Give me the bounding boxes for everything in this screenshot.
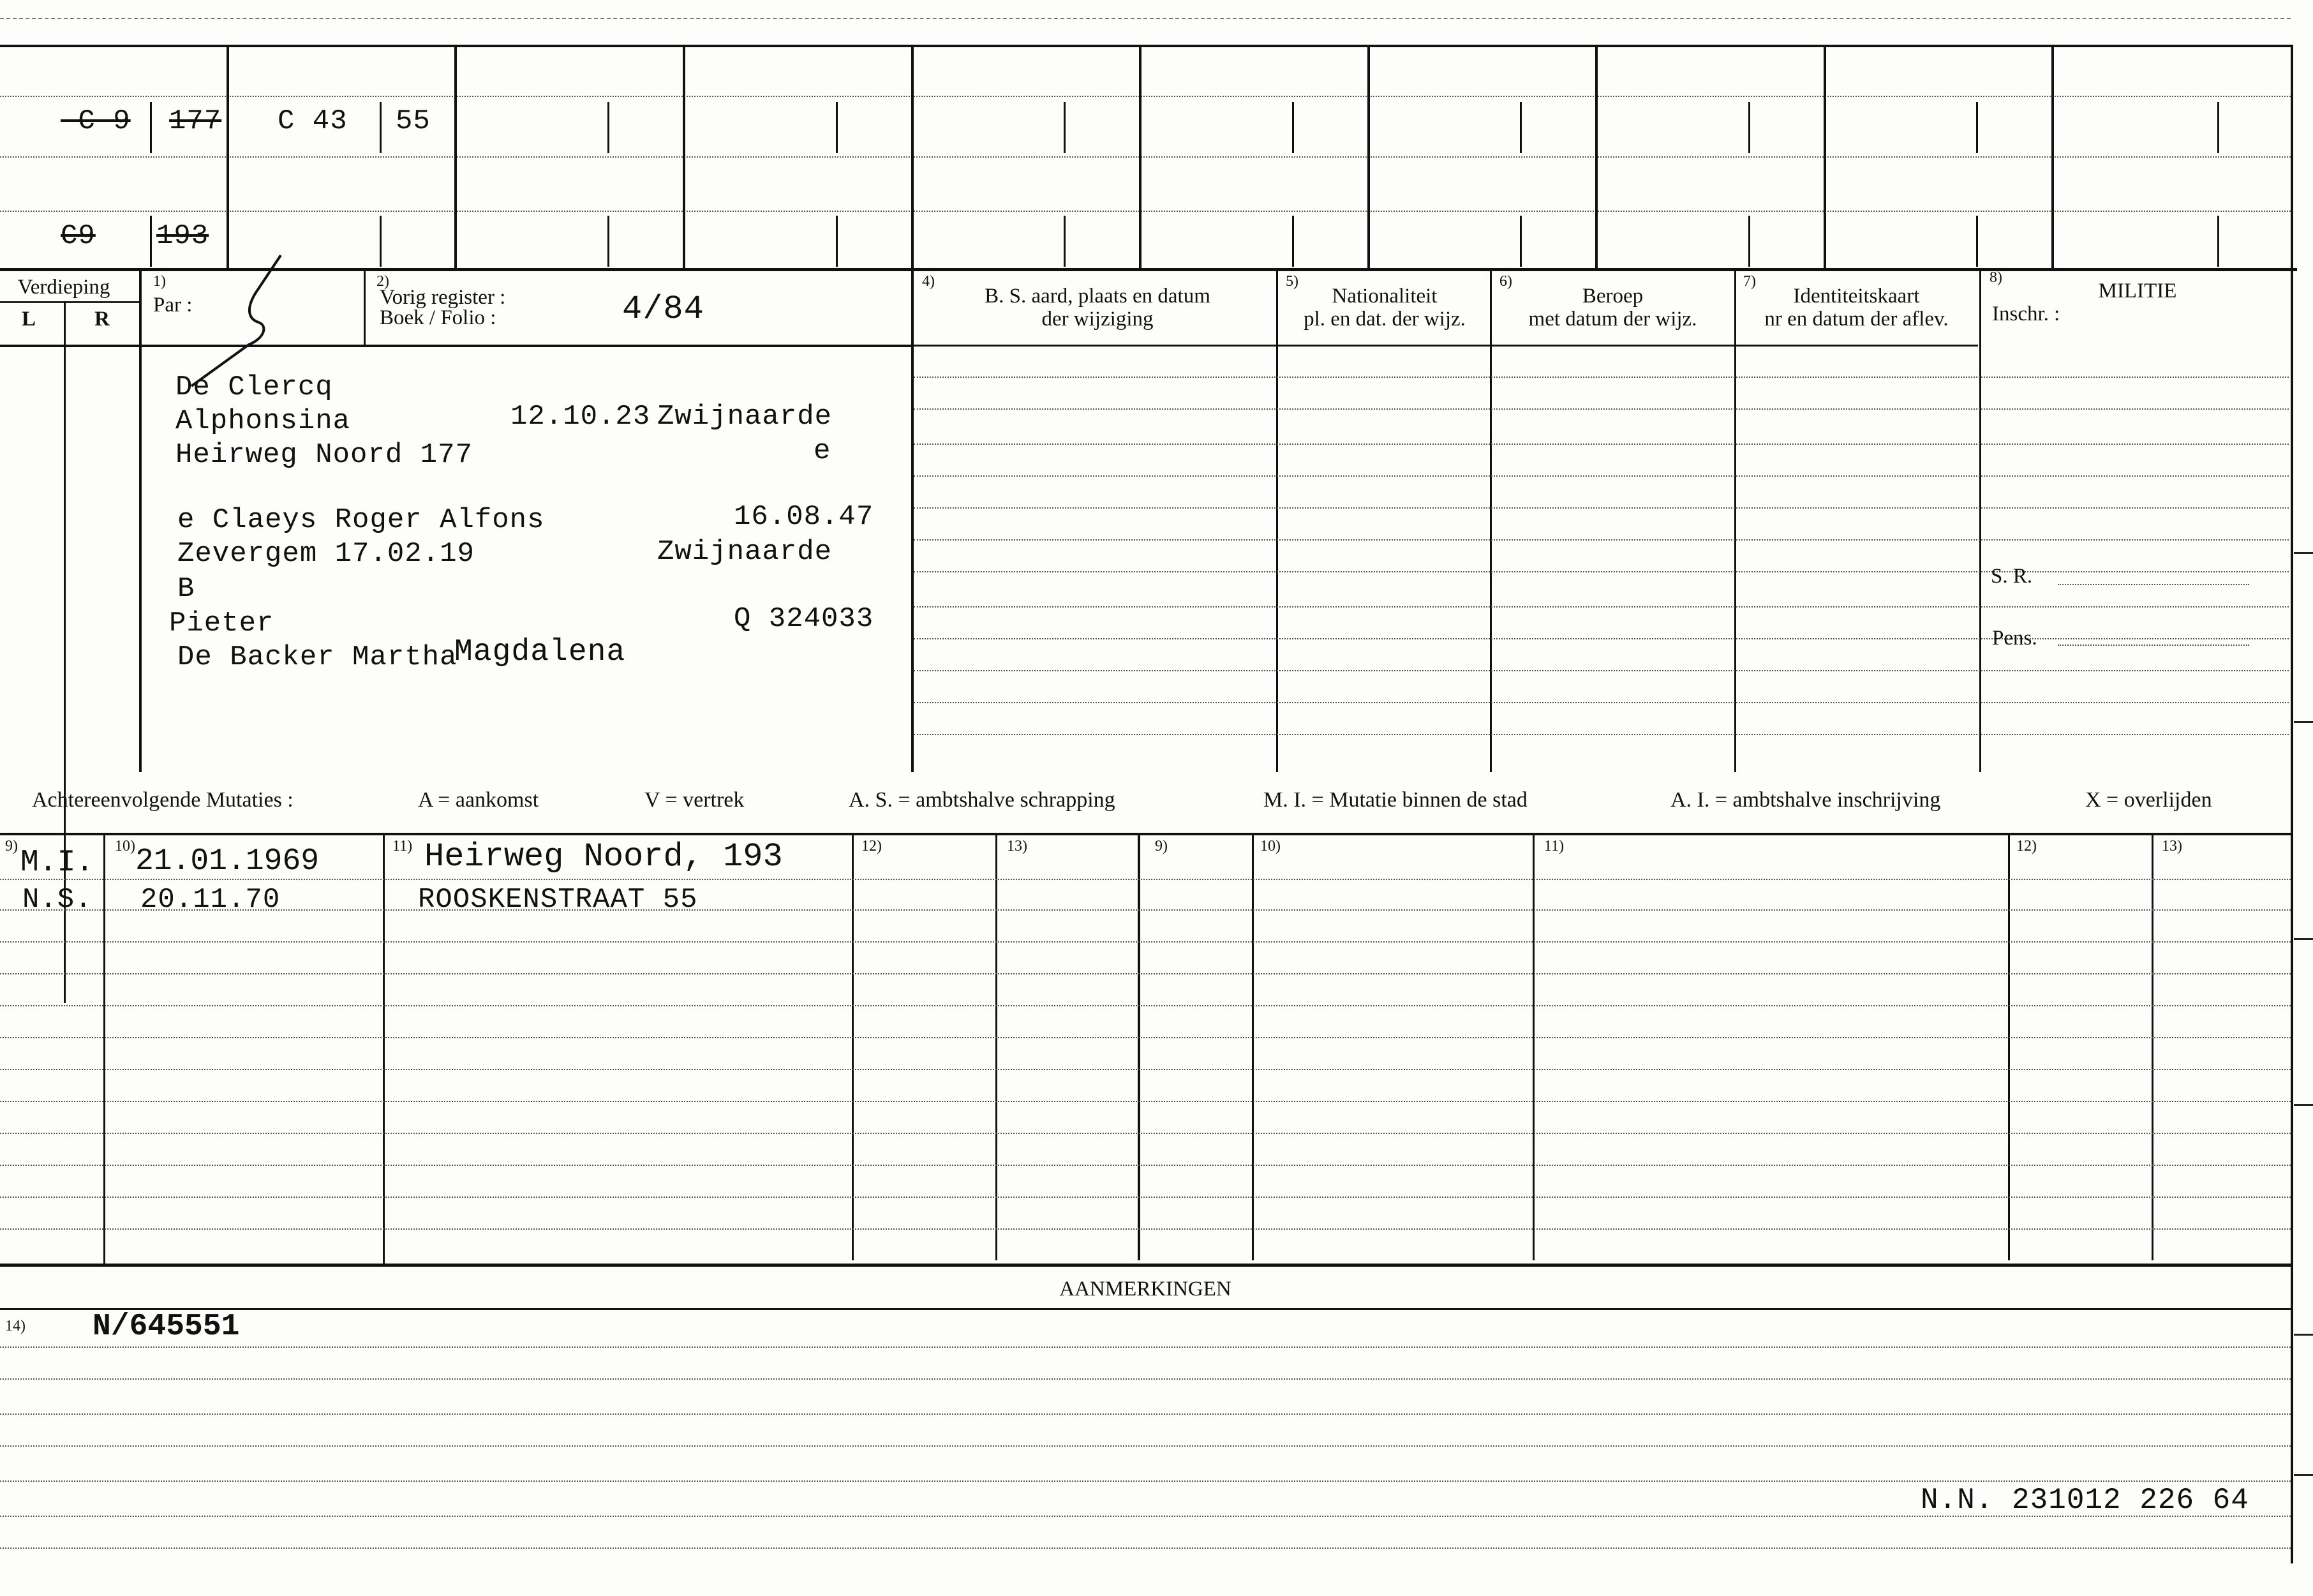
legend-x: X = overlijden	[2085, 788, 2212, 812]
code-row2-b: 193	[156, 220, 209, 252]
id-label-2: nr en datum der aflev.	[1764, 308, 1949, 331]
remarks-value: N/645551	[93, 1309, 240, 1344]
par-num: 1)	[153, 273, 166, 290]
sr-label: S. R.	[1991, 565, 2033, 588]
person-birthplace: Zwijnaarde	[657, 401, 833, 433]
legend-as: A. S. = ambtshalve schrapping	[849, 788, 1115, 812]
marriage-date: 16.08.47	[734, 501, 874, 533]
bs-label-1: B. S. aard, plaats en datum	[985, 285, 1210, 308]
vorig-label: Vorig register :	[380, 286, 506, 309]
beroep-num: 6)	[1499, 273, 1512, 290]
legend-title: Achtereenvolgende Mutaties :	[32, 788, 294, 812]
col-num-11b: 11)	[1544, 838, 1565, 854]
person-address: Heirweg Noord 177	[175, 439, 473, 471]
id-code: Q 324033	[734, 603, 874, 635]
nat-label-1: Nationaliteit	[1332, 285, 1438, 308]
pens-label: Pens.	[1992, 627, 2037, 650]
col-num-9b: 9)	[1155, 838, 1168, 854]
mutation-row-2-address: ROOSKENSTRAAT 55	[418, 884, 698, 916]
boek-value: 4/84	[622, 290, 704, 328]
remarks-section	[0, 1264, 2297, 1596]
mutations-table	[0, 833, 2297, 1267]
bs-num: 4)	[922, 273, 935, 290]
boek-label: Boek / Folio :	[380, 306, 496, 329]
nat-num: 5)	[1286, 273, 1298, 290]
mutation-legend	[0, 772, 2297, 836]
beroep-label-1: Beroep	[1582, 285, 1644, 308]
spouse-birth: Zevergem 17.02.19	[177, 538, 475, 570]
code-row1-a: -C 9	[61, 105, 131, 137]
header-row	[0, 268, 2313, 345]
col-num-13: 13)	[1007, 838, 1027, 854]
person-birthdate: 12.10.23	[510, 401, 651, 433]
top-code-grid	[0, 0, 2313, 274]
mother-name: De Backer Martha	[177, 641, 457, 673]
bs-label-2: der wijziging	[1041, 308, 1154, 331]
spouse-name: e Claeys Roger Alfons	[177, 504, 545, 536]
par-label: Par :	[153, 294, 193, 317]
col-r-label: R	[94, 308, 110, 331]
mutation-row-1-address: Heirweg Noord, 193	[424, 838, 783, 876]
mother-name-extra: Magdalena	[454, 635, 626, 669]
col-num-12b: 12)	[2016, 838, 2037, 854]
code-row2-a: C9	[61, 220, 96, 252]
legend-ai: A. I. = ambtshalve inschrijving	[1670, 788, 1941, 812]
legend-v: V = vertrek	[644, 788, 745, 812]
col-num-12: 12)	[861, 838, 882, 854]
national-number: N.N. 231012 226 64	[1921, 1484, 2249, 1517]
col-l-label: L	[21, 308, 36, 331]
code-row1-d: 55	[396, 105, 431, 137]
mil-label: MILITIE	[2098, 280, 2177, 302]
person-block	[0, 345, 2297, 772]
inschr-label: Inschr. :	[1992, 302, 2060, 325]
person-surname: De Clercq	[175, 371, 333, 403]
col-num-11: 11)	[392, 838, 413, 854]
code-row1-c: C 43	[278, 105, 348, 137]
col-num-13b: 13)	[2162, 838, 2182, 854]
code-row1-b: 177	[169, 105, 222, 137]
remarks-title: AANMERKINGEN	[1059, 1278, 1231, 1301]
col-num-9: 9)	[5, 838, 18, 854]
mutation-row-1-type: M.I.	[20, 846, 94, 880]
legend-a: A = aankomst	[418, 788, 539, 812]
person-mark-e: e	[814, 435, 831, 467]
vorig-num: 2)	[376, 273, 389, 290]
verdieping-label: Verdieping	[17, 276, 110, 299]
remarks-num: 14)	[5, 1318, 26, 1334]
person-firstname: Alphonsina	[175, 405, 351, 437]
marriage-place: Zwijnaarde	[657, 536, 833, 568]
mutation-row-2-date: 20.11.70	[140, 884, 281, 916]
beroep-label-2: met datum der wijz.	[1528, 308, 1697, 331]
mutation-row-2-type: N.S.	[22, 884, 93, 916]
id-num: 7)	[1743, 273, 1756, 290]
id-label-1: Identiteitskaart	[1793, 285, 1920, 308]
father-name: Pieter	[169, 608, 274, 639]
person-b: B	[177, 573, 195, 605]
mil-num: 8)	[1989, 269, 2002, 286]
col-num-10: 10)	[115, 838, 135, 854]
mutation-row-1-date: 21.01.1969	[135, 844, 320, 879]
legend-mi: M. I. = Mutatie binnen de stad	[1263, 788, 1528, 812]
col-num-10b: 10)	[1260, 838, 1281, 854]
nat-label-2: pl. en dat. der wijz.	[1304, 308, 1466, 331]
